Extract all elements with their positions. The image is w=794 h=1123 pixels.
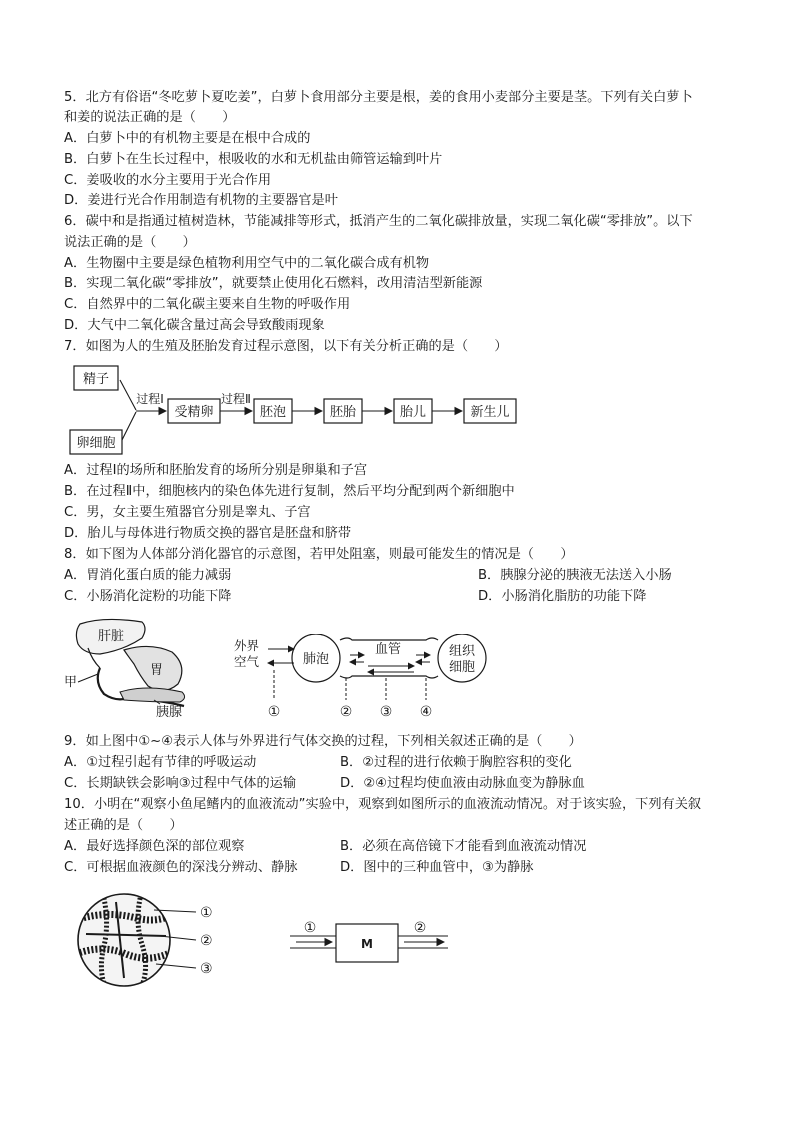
fish-tail-microscope-figure — [76, 890, 226, 990]
m-label-1: ① — [303, 920, 317, 936]
fetus-label: 胎儿 — [399, 405, 427, 420]
vessel-label: 血管 — [374, 642, 402, 657]
vessel-top-wall — [340, 638, 438, 640]
q8-option-b: B．胰腺分泌的胰液无法送入小肠 — [478, 568, 672, 583]
m-label-2: ② — [413, 920, 427, 936]
gas-exchange-figure — [228, 634, 498, 722]
q9-option-b: B．②过程的进行依赖于胸腔容积的变化 — [340, 755, 572, 770]
q7-option-c: C．男，女主要生殖器官分别是睾丸、子宫 — [64, 505, 311, 520]
marker-4-label: ④ — [419, 704, 433, 720]
q8-stem: 8．如下图为人体部分消化器官的示意图，若甲处阻塞，则最可能发生的情况是（ ） — [64, 547, 574, 562]
q9-option-d: D．②④过程均使血液由动脉血变为静脉血 — [340, 776, 585, 791]
marker-2-label: ② — [339, 704, 353, 720]
marker-3-label: ③ — [379, 704, 393, 720]
q9-stem: 9．如上图中①~④表示人体与外界进行气体交换的过程，下列相关叙述正确的是（ ） — [64, 734, 582, 749]
q6-option-b: B．实现二氧化碳“零排放”，就要禁止使用化石燃料，改用清洁型新能源 — [64, 276, 483, 291]
q10-option-c: C．可根据血液颜色的深浅分辨动、静脉 — [64, 860, 298, 875]
egg-merge-line — [122, 412, 136, 440]
q10-option-b: B．必须在高倍镜下才能看到血液流动情况 — [340, 839, 587, 854]
outside-label: 外界 — [234, 638, 260, 653]
sperm-merge-line — [120, 380, 136, 410]
alveolus-label: 肺泡 — [302, 652, 330, 667]
q8-option-d: D．小肠消化脂肪的功能下降 — [478, 589, 647, 604]
tissue-label-line2: 细胞 — [448, 660, 476, 675]
process1-label: 过程Ⅰ — [136, 392, 164, 406]
q7-option-d: D．胎儿与母体进行物质交换的器官是胚盘和脐带 — [64, 526, 352, 541]
marker-1-label: ① — [267, 704, 281, 720]
vessel-bottom-wall — [340, 676, 438, 678]
process2-label: 过程Ⅱ — [221, 392, 251, 406]
pancreas-label: 胰腺 — [156, 705, 183, 720]
q9-option-a: A．①过程引起有节律的呼吸运动 — [64, 755, 257, 770]
q10-option-d: D．图中的三种血管中，③为静脉 — [340, 860, 534, 875]
q5-option-b: B．白萝卜在生长过程中，根吸收的水和无机盐由筛管运输到叶片 — [64, 152, 443, 167]
q5-option-d: D．姜进行光合作用制造有机物的主要器官是叶 — [64, 193, 338, 208]
q7-option-a: A．过程Ⅰ的场所和胚胎发育的场所分别是卵巢和子宫 — [64, 463, 368, 478]
q10-stem-line2: 述正确的是（ ） — [64, 818, 183, 833]
tissue-label-line1: 组织 — [448, 644, 476, 659]
zygote-label: 受精卵 — [174, 405, 214, 420]
sperm-label: 精子 — [82, 372, 110, 387]
blastocyst-label: 胚泡 — [259, 405, 287, 420]
m-exchange-figure — [288, 912, 456, 974]
q5-option-c: C．姜吸收的水分主要用于光合作用 — [64, 173, 272, 188]
q6-stem-line1: 6．碳中和是指通过植树造林，节能减排等形式，抵消产生的二氧化碳排放量，实现二氧化碳“零排放”。以下 — [64, 214, 693, 229]
egg-label: 卵细胞 — [76, 436, 116, 451]
q6-option-c: C．自然界中的二氧化碳主要来自生物的呼吸作用 — [64, 297, 351, 312]
q8-option-c: C．小肠消化淀粉的功能下降 — [64, 589, 232, 604]
vessel-label-2: ② — [200, 933, 213, 949]
q10-stem-line1: 10．小明在“观察小鱼尾鳍内的血液流动”实验中，观察到如图所示的血液流动情况。对于该实验，下列有关叙 — [64, 797, 702, 812]
q6-option-a: A．生物圈中主要是绿色植物利用空气中的二氧化碳合成有机物 — [64, 256, 430, 271]
q5-option-a: A．白萝卜中的有机物主要是在根中合成的 — [64, 131, 311, 146]
jia-pointer — [78, 674, 98, 682]
q6-stem-line2: 说法正确的是（ ） — [64, 235, 196, 250]
pancreas-shape — [120, 688, 185, 702]
newborn-label: 新生儿 — [470, 405, 510, 420]
q9-option-c: C．长期缺铁会影响③过程中气体的运输 — [64, 776, 297, 791]
q10-option-a: A．最好选择颜色深的部位观察 — [64, 839, 245, 854]
q8-option-a: A．胃消化蛋白质的能力减弱 — [64, 568, 232, 583]
digestive-organs-figure — [64, 614, 214, 720]
stomach-label: 胃 — [150, 663, 164, 678]
q5-stem-line1: 5．北方有俗语“冬吃萝卜夏吃姜”，白萝卜食用部分主要是根，姜的食用小麦部分主要是茎。下列有关白萝卜 — [64, 90, 693, 105]
q6-option-d: D．大气中二氧化碳含量过高会导致酸雨现象 — [64, 318, 325, 333]
q5-stem-line2: 和姜的说法正确的是（ ） — [64, 110, 236, 125]
m-box-label: M — [361, 937, 373, 951]
liver-label: 肝脏 — [98, 629, 125, 644]
q7-option-b: B．在过程Ⅱ中，细胞核内的染色体先进行复制，然后平均分配到两个新细胞中 — [64, 484, 515, 499]
reproduction-flow-diagram — [64, 362, 524, 456]
embryo-label: 胚胎 — [329, 405, 357, 420]
vessel-label-1: ① — [200, 905, 213, 921]
vessel-label-3: ③ — [200, 961, 213, 977]
air-label: 空气 — [234, 654, 260, 669]
q7-stem: 7．如图为人的生殖及胚胎发育过程示意图，以下有关分析正确的是（ ） — [64, 339, 508, 354]
jia-label: 甲 — [64, 675, 78, 690]
